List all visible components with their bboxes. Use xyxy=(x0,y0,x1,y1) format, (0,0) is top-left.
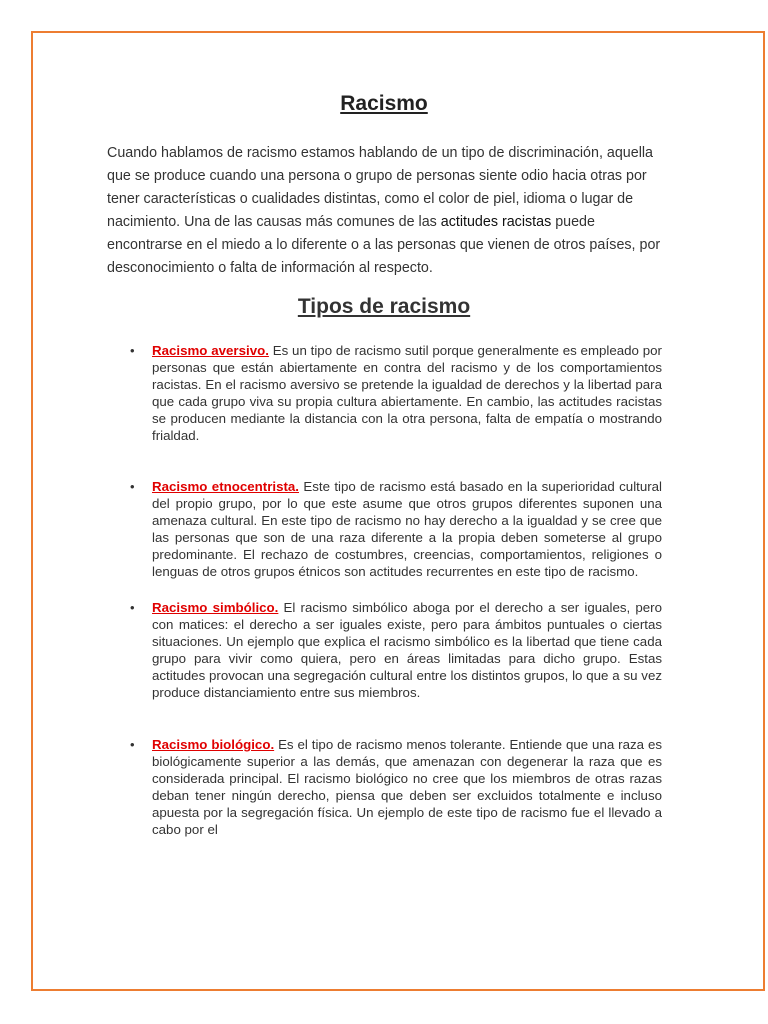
bullet-icon: • xyxy=(130,479,135,494)
bullet-icon: • xyxy=(130,343,135,358)
section-subtitle: Tipos de racismo xyxy=(297,295,471,318)
intro-paragraph xyxy=(107,142,667,281)
type-description: Es el tipo de racismo menos tolerante. Entiende que una raza es biológicamente superior a las demás, que amenazan con degenerar la raza que es considerada principal. El racismo biológico no cree que los miembros de otras razas deban tener ningún derecho, piensa que deben ser excluidos totalmente e incluso apuesta por la segregación física. Un ejemplo de este tipo de racismo fue el llevado a cabo por el xyxy=(152,737,662,837)
type-name: Racismo biológico. xyxy=(152,737,275,752)
intro-emphasis: actitudes racistas xyxy=(440,214,552,231)
list-item-aversivo xyxy=(130,342,662,444)
types-list xyxy=(130,342,663,838)
type-description: El racismo simbólico aboga por el derecho a ser iguales, pero con matices: el derecho a ser iguales existe, pero para ámbitos puntuales o ciertas situaciones. Un ejemplo que explica el racismo simbólico es la libertad que tiene cada grupo para vivir como quiera, pero en áreas limitadas para dicho grupo. Estas actitudes provocan una segregación cultural entre los distintos grupos, lo que a su vez produce distanciamiento entre sus miembros. xyxy=(152,600,662,700)
bullet-icon: • xyxy=(130,737,135,752)
intro-text-part2: puede encontrarse en el miedo a lo diferente o a las personas que vienen de otros países, por desconocimiento o falta de información al respecto. xyxy=(107,214,661,277)
type-description: Este tipo de racismo está basado en la superioridad cultural del propio grupo, por lo que este asume que otros grupos diferentes suponen una amenaza cultural. En este tipo de racismo no hay derecho a la igualdad y se cree que las personas que son de una raza diferente a la propia deben someterse al grupo predominante. El rechazo de costumbres, creencias, comportamientos, religiones o lenguas de otros grupos étnicos son actitudes recurrentes en este tipo de racismo. xyxy=(152,479,663,579)
list-item-biologico xyxy=(130,736,662,838)
type-name: Racismo simbólico. xyxy=(152,600,279,615)
type-name: Racismo etnocentrista. xyxy=(152,479,299,494)
type-description: Es un tipo de racismo sutil porque generalmente es empleado por personas que están abiertamente en contra del racismo y de los comportamientos racistas. En el racismo aversivo se pretende la igualdad de derechos y la libertad para que cada grupo viva su propia cultura abiertamente. En cambio, las actitudes racistas se producen mediante la distancia con la otra persona, falta de empatía o mostrando frialdad. xyxy=(152,343,662,443)
bullet-icon: • xyxy=(130,600,135,615)
intro-text-part1: Cuando hablamos de racismo estamos hablando de un tipo de discriminación, aquella que se produce cuando una persona o grupo de personas siente odio hacia otras por tener características o cualidades distintas, como el color de piel, idioma o lugar de nacimiento. Una de las causas más comunes de las xyxy=(107,145,653,231)
type-name: Racismo aversivo. xyxy=(152,343,269,358)
list-item-etnocentrista xyxy=(130,478,663,580)
document-title: Racismo xyxy=(340,92,428,115)
list-item-simbolico xyxy=(130,599,662,701)
